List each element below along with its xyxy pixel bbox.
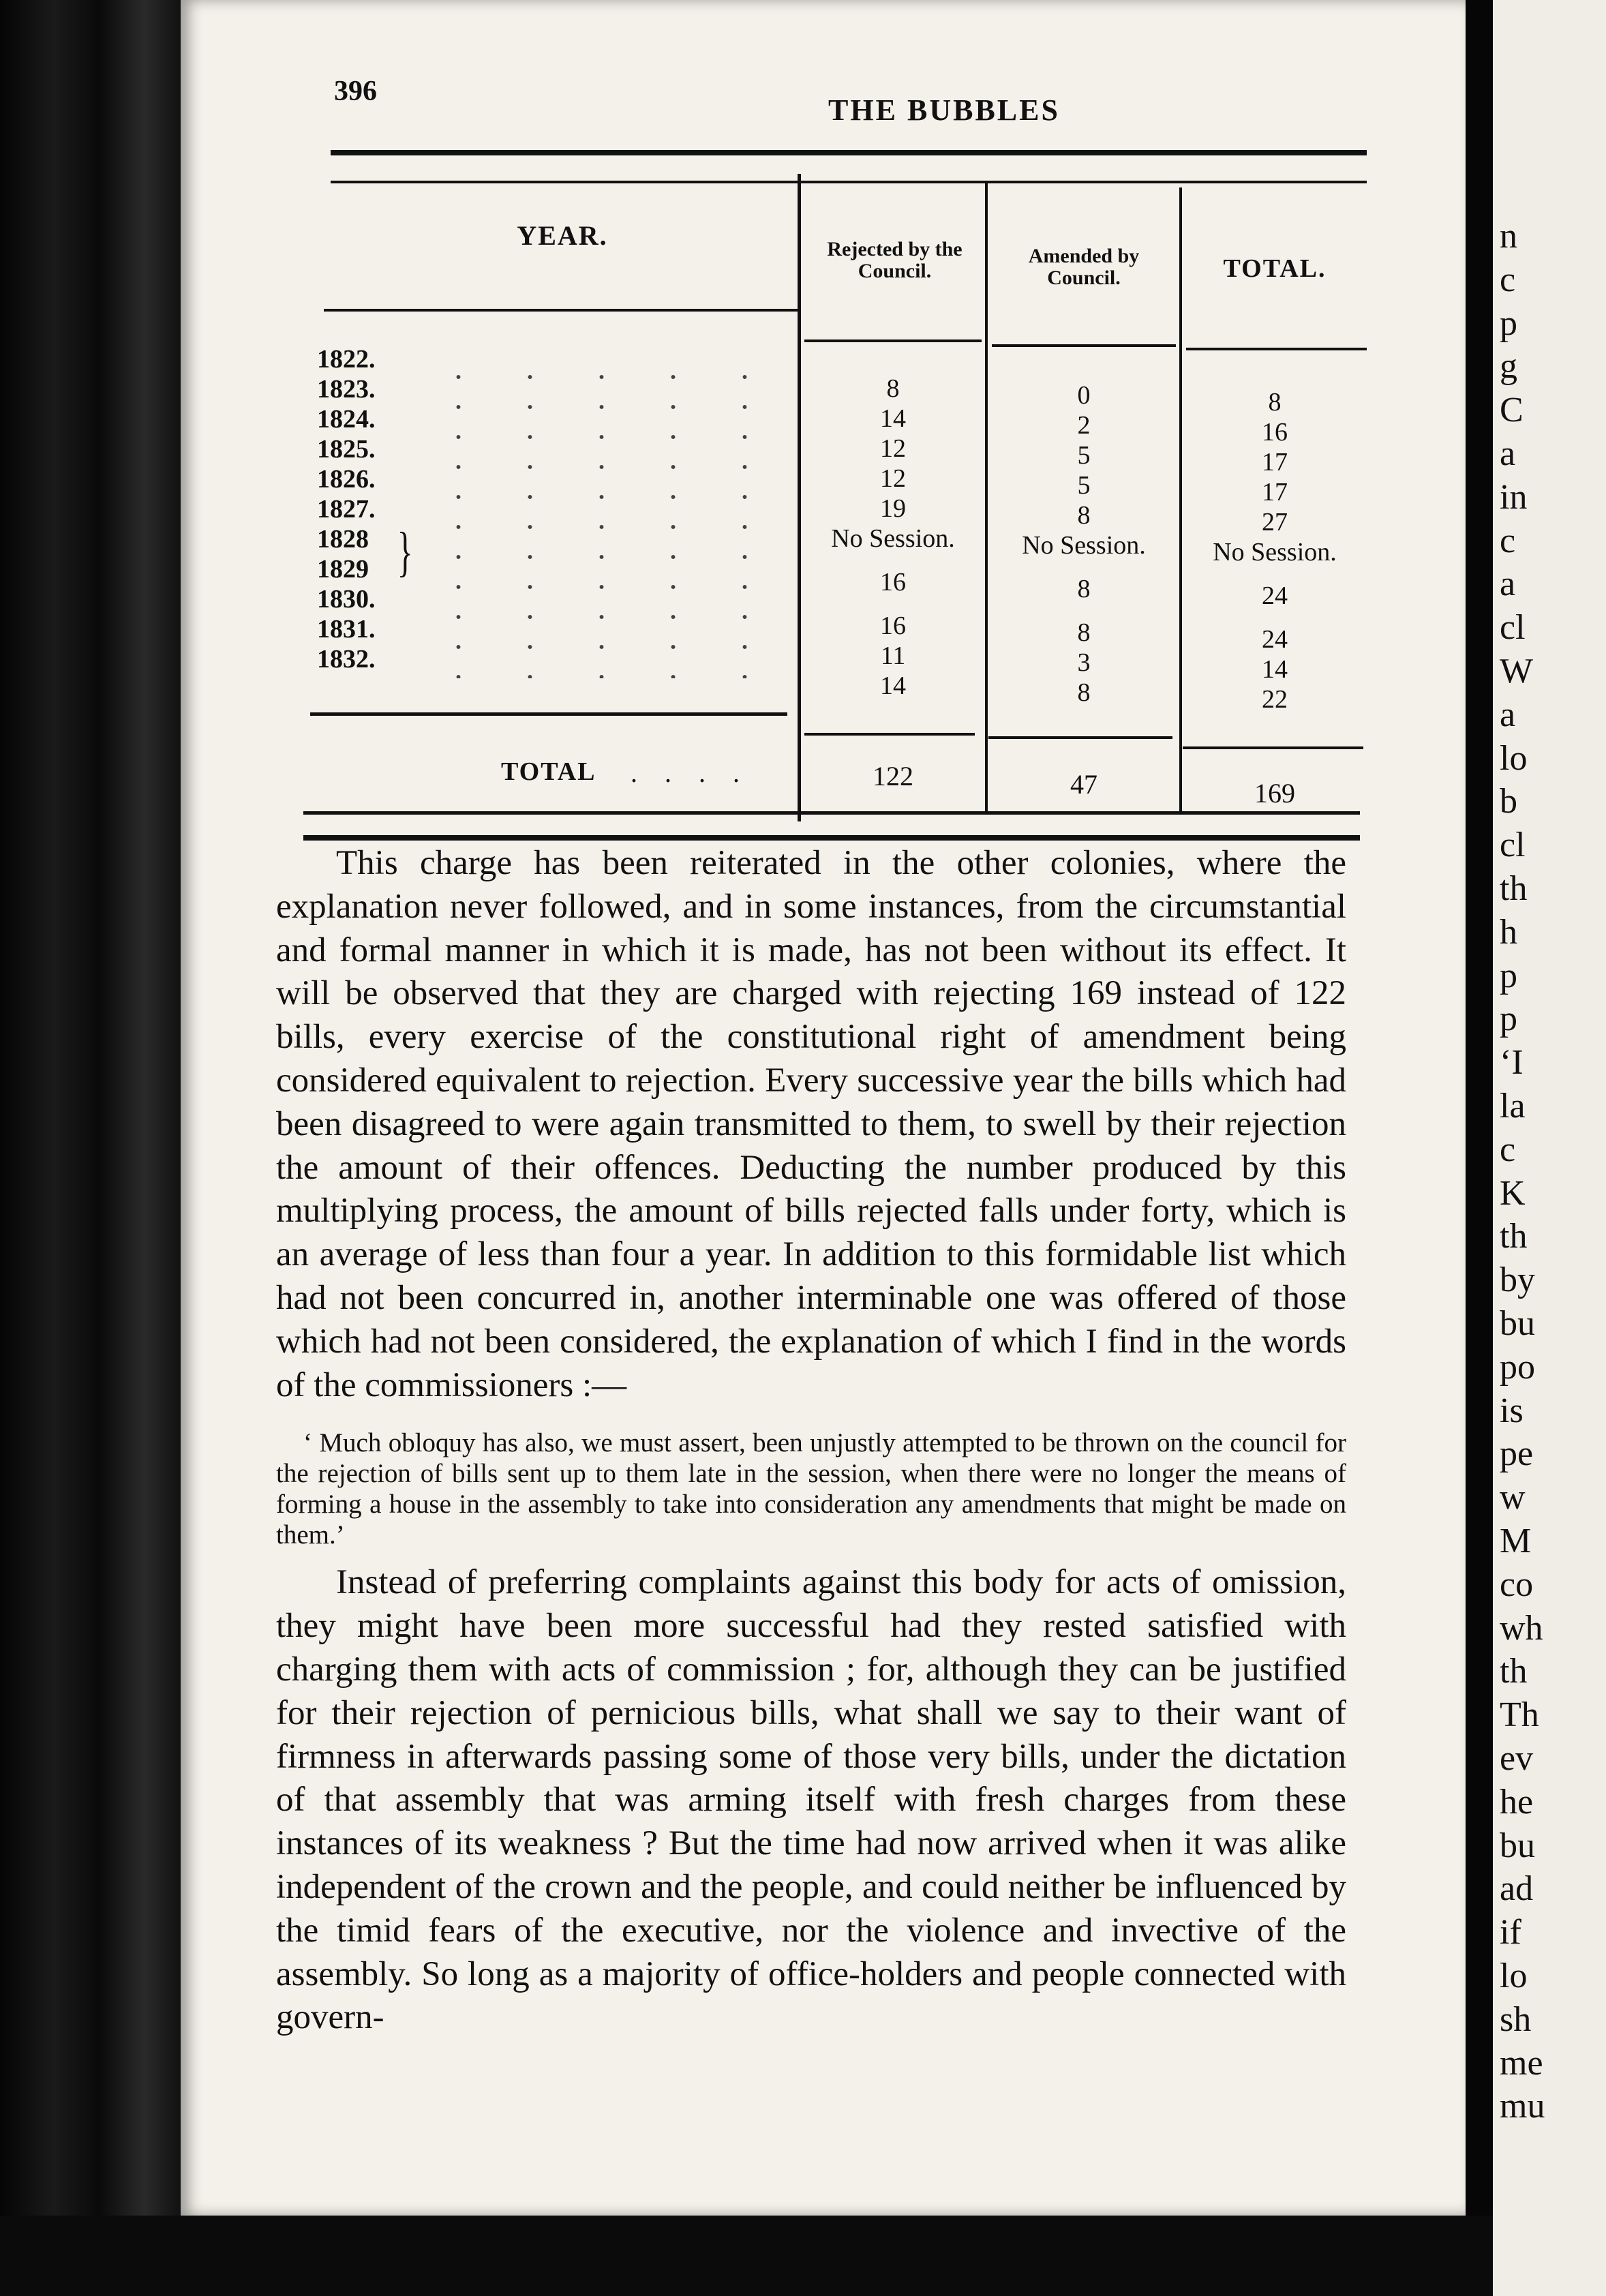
totals-rule-rejected bbox=[804, 733, 975, 736]
bottom-margin-band bbox=[0, 2216, 1493, 2296]
total-cell: 14 bbox=[1262, 655, 1288, 684]
year-brace: } bbox=[397, 522, 413, 582]
rejected-cell: 14 bbox=[880, 404, 906, 433]
left-page bbox=[181, 0, 1466, 2216]
facing-page-fragment: by bbox=[1500, 1260, 1535, 1300]
facing-page-fragment: Th bbox=[1500, 1695, 1539, 1735]
facing-page-fragment: a bbox=[1500, 434, 1516, 473]
page-header bbox=[334, 68, 1554, 130]
book-binding bbox=[0, 0, 181, 2296]
total-column bbox=[1183, 387, 1367, 714]
facing-page-fragment: C bbox=[1500, 391, 1524, 430]
rejected-cell: 14 bbox=[880, 671, 906, 700]
header-year: YEAR. bbox=[517, 220, 608, 251]
header-underline-amended bbox=[992, 344, 1176, 347]
body-text bbox=[276, 842, 1346, 2040]
amended-cell: 8 bbox=[1077, 678, 1091, 707]
table-top-rule bbox=[331, 150, 1367, 155]
running-title: THE BUBBLES bbox=[828, 93, 1060, 127]
header-amended: Amended by Council. bbox=[1028, 245, 1140, 289]
rejected-cell: 19 bbox=[880, 494, 906, 523]
column-rule-1 bbox=[798, 174, 801, 821]
facing-page-fragment: po bbox=[1500, 1347, 1535, 1387]
year-cell: 1825. bbox=[317, 435, 376, 464]
facing-page-fragment: he bbox=[1500, 1782, 1534, 1822]
page-gutter bbox=[1466, 0, 1493, 2296]
year-cell: 1822. bbox=[317, 345, 376, 374]
facing-page-fragment: me bbox=[1500, 2043, 1543, 2083]
facing-page-fragment: is bbox=[1500, 1391, 1524, 1430]
amended-cell: 5 bbox=[1077, 441, 1091, 470]
year-column bbox=[317, 344, 426, 674]
year-cell: 1823. bbox=[317, 375, 376, 404]
rejected-cell: 12 bbox=[880, 434, 906, 463]
facing-page-fragment: th bbox=[1500, 1217, 1528, 1256]
column-rule-2 bbox=[985, 181, 988, 815]
amended-cell: 8 bbox=[1077, 618, 1091, 647]
total-cell: 17 bbox=[1262, 478, 1288, 507]
table-bottom-rule bbox=[303, 811, 1360, 815]
facing-page-fragment: h bbox=[1500, 912, 1517, 952]
table-bottom-rule-thick bbox=[303, 835, 1360, 841]
facing-page-fragment: c bbox=[1500, 521, 1516, 560]
facing-page-fragment: la bbox=[1500, 1087, 1526, 1126]
header-total: TOTAL. bbox=[1223, 254, 1327, 283]
header-rejected: Rejected by the Council. bbox=[827, 238, 963, 282]
year-cell: 1830. bbox=[317, 585, 376, 614]
commissioners-quote bbox=[276, 1428, 1346, 1550]
facing-page-fragment: mu bbox=[1500, 2087, 1545, 2126]
facing-page-fragment: c bbox=[1500, 260, 1516, 299]
total-cell: 22 bbox=[1262, 685, 1288, 714]
facing-page-fragment: bu bbox=[1500, 1304, 1535, 1343]
year-cell: 1828 bbox=[317, 525, 369, 554]
total-rejected: 122 bbox=[873, 761, 913, 791]
facing-page-fragment: ev bbox=[1500, 1739, 1534, 1778]
facing-page-fragment: co bbox=[1500, 1565, 1534, 1604]
facing-page-fragment: w bbox=[1500, 1478, 1526, 1517]
total-cell: No Session. bbox=[1213, 538, 1337, 567]
facing-page-fragment: wh bbox=[1500, 1608, 1543, 1648]
year-cell: 1832. bbox=[317, 645, 376, 674]
facing-page-fragment: K bbox=[1500, 1173, 1526, 1213]
facing-page-fragment: a bbox=[1500, 564, 1516, 604]
facing-page-fragment: g bbox=[1500, 347, 1517, 387]
total-cell: 24 bbox=[1262, 581, 1288, 610]
facing-page-fragment: ‘I bbox=[1500, 1043, 1524, 1083]
quote-text: ‘ Much obloquy has also, we must assert, been unjustly attempted to be thrown on the council for the rejection of bills sent up to them late in the session, when there were no longer the means of forming a house in the assembly to take into consideration any amendments that might be made on them.’ bbox=[276, 1428, 1346, 1550]
amended-cell: No Session. bbox=[1022, 531, 1146, 560]
header-underline-year bbox=[324, 309, 801, 312]
total-cell: 8 bbox=[1268, 388, 1282, 417]
paragraph: Instead of preferring complaints against this body for acts of omission, they might have been more successful had they rested satisfied with charging them with acts of commission ; for, although they can be justified for their rejection of pernicious bills, what shall we say to their want of firmness in afterwards passing some of those very bills, under the dictation of that assembly that was arming itself with fresh charges from these instances of its weakness ? But the time had now arrived when it was alike independent of the crown and the people, and could neither be influenced by the timid fears of the executive, nor the violence and invective of the assembly. So long as a majority of office-holders and people connected with govern- bbox=[276, 1563, 1346, 2037]
facing-page-fragment: bu bbox=[1500, 1826, 1535, 1865]
bills-table bbox=[303, 147, 1367, 856]
table-top-rule-thin bbox=[331, 181, 1367, 183]
year-cell: 1831. bbox=[317, 615, 376, 644]
header-underline-rejected bbox=[804, 339, 982, 342]
facing-page-fragment: pe bbox=[1500, 1434, 1534, 1474]
totals-rule-amended bbox=[988, 736, 1172, 739]
totals-rule-total bbox=[1183, 746, 1363, 749]
facing-page-fragment: p bbox=[1500, 999, 1517, 1039]
facing-page-fragment: b bbox=[1500, 782, 1517, 821]
column-rule-3 bbox=[1179, 187, 1182, 815]
header-underline-total bbox=[1186, 348, 1367, 350]
total-label: TOTAL bbox=[501, 757, 596, 786]
facing-page-fragment: ad bbox=[1500, 1869, 1534, 1909]
amended-cell: 0 bbox=[1077, 381, 1091, 410]
rejected-cell: 16 bbox=[880, 611, 906, 640]
amended-column bbox=[992, 380, 1176, 708]
total-leader-dots: .... bbox=[631, 757, 767, 788]
rejected-column bbox=[808, 374, 978, 701]
facing-page-fragment: c bbox=[1500, 1130, 1516, 1169]
rejected-cell: 16 bbox=[880, 568, 906, 596]
facing-page-edge bbox=[1493, 0, 1606, 2296]
facing-page-fragment: if bbox=[1500, 1913, 1521, 1952]
facing-page-fragment: p bbox=[1500, 956, 1517, 995]
page-number: 396 bbox=[334, 76, 377, 107]
total-cell: 24 bbox=[1262, 625, 1288, 654]
amended-cell: 5 bbox=[1077, 471, 1091, 500]
total-amended: 47 bbox=[1070, 769, 1097, 800]
year-cell: 1827. bbox=[317, 495, 376, 524]
amended-cell: 3 bbox=[1077, 648, 1091, 677]
year-cell: 1829 bbox=[317, 555, 369, 584]
amended-cell: 8 bbox=[1077, 501, 1091, 530]
dot-leaders bbox=[423, 351, 777, 678]
amended-cell: 8 bbox=[1077, 575, 1091, 603]
facing-page-fragment: cl bbox=[1500, 826, 1526, 865]
facing-page-fragment: lo bbox=[1500, 738, 1528, 778]
facing-page-fragment: n bbox=[1500, 217, 1517, 256]
rejected-cell: 11 bbox=[880, 641, 906, 670]
facing-page-fragment: in bbox=[1500, 477, 1528, 517]
facing-page-fragment: M bbox=[1500, 1522, 1532, 1560]
facing-page-fragment: W bbox=[1500, 652, 1534, 691]
rejected-cell: 12 bbox=[880, 464, 906, 493]
total-total: 169 bbox=[1254, 778, 1295, 809]
facing-page-fragment: th bbox=[1500, 1652, 1528, 1691]
facing-page-fragment: a bbox=[1500, 695, 1516, 734]
facing-page-fragment: p bbox=[1500, 303, 1517, 343]
year-cell: 1824. bbox=[317, 405, 376, 434]
rejected-cell: No Session. bbox=[831, 524, 955, 553]
amended-cell: 2 bbox=[1077, 411, 1091, 440]
facing-page-fragment: sh bbox=[1500, 1999, 1532, 2039]
facing-page-fragment: cl bbox=[1500, 608, 1526, 648]
paragraph: This charge has been reiterated in the other colonies, where the explanation never followed, and in some instances, from the circumstantial and formal manner in which it is made, has not been without its effect. It will be observed that they are charged with rejecting 169 instead of 122 bills, every exercise of the constitutional right of amendment being considered equivalent to rejection. Every successive year the bills which had been disagreed to were again transmitted to them, to swell by their rejection the amount of their offences. Deducting the number produced by this multiplying process, the amount of bills rejected falls under forty, which is an average of less than four a year. In addition to this formidable list which had not been concurred in, another interminable one was offered of those which had not been considered, the explanation of which I find in the words of the commissioners :— bbox=[276, 844, 1346, 1404]
facing-page-fragment: lo bbox=[1500, 1957, 1528, 1995]
rejected-cell: 8 bbox=[886, 374, 900, 403]
total-cell: 17 bbox=[1262, 448, 1288, 477]
facing-page-fragment: th bbox=[1500, 869, 1528, 908]
year-cell: 1826. bbox=[317, 465, 376, 494]
totals-rule-year bbox=[310, 712, 787, 716]
total-cell: 27 bbox=[1262, 508, 1288, 537]
total-cell: 16 bbox=[1262, 418, 1288, 447]
